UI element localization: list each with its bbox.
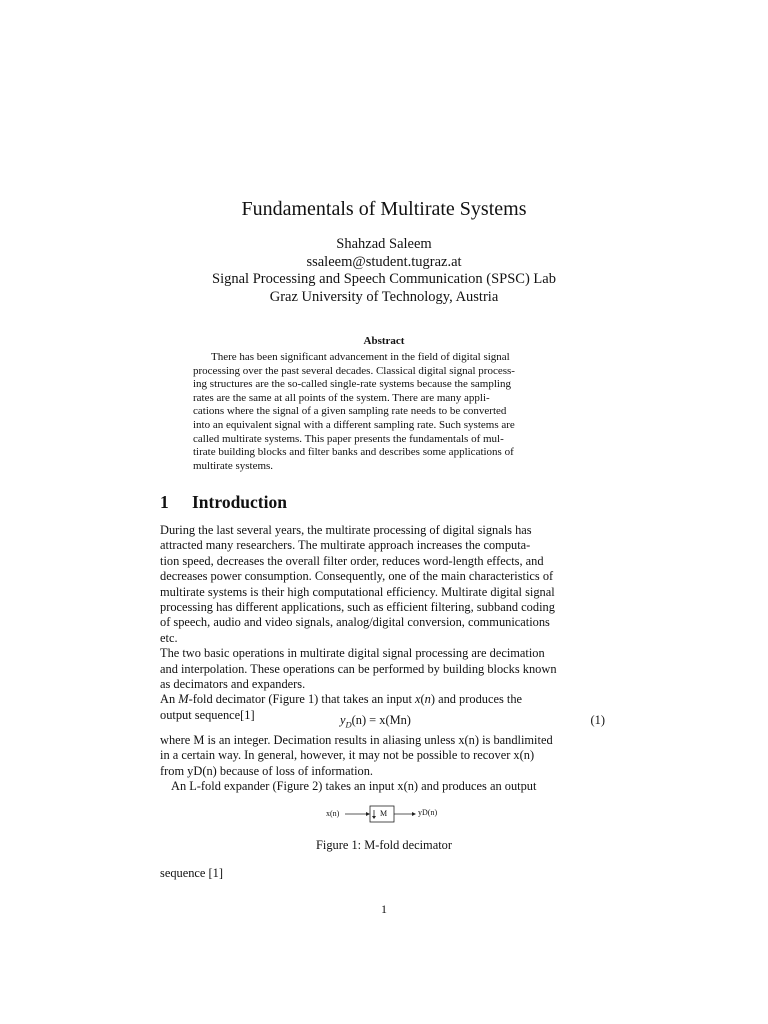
section-title: Introduction [192,492,287,512]
text-line: from yD(n) because of loss of information. [160,763,373,778]
abstract-line: processing over the past several decades. Classical digital signal process- [193,364,515,377]
figure-output-label: yD(n) [418,808,438,817]
continuation-text: sequence [1] [160,866,223,880]
equation-1 [160,713,605,729]
text-line: The two basic operations in multirate digital signal processing are decimation [160,646,545,661]
text-line: of speech, audio and video signals, analog/digital conversion, communications [160,615,550,630]
text-line: An L-fold expander (Figure 2) takes an input x(n) and produces an output [171,779,537,794]
figure-caption: Figure 1: M-fold decimator [316,838,452,852]
figure-block-label: M [380,809,388,818]
abstract-line: tirate building blocks and filter banks and describes some applications of [193,446,514,459]
section-number: 1 [160,492,169,512]
abstract-body [193,351,573,473]
text-line: multirate systems is their high computational efficiency. Multirate digital signal [160,584,555,599]
decimation-paragraph [160,733,605,795]
abstract-line: ing structures are the so-called single-rate systems because the sampling [193,378,511,391]
down-arrowhead [372,816,376,819]
text-line: as decimators and expanders. [160,677,306,692]
equation-expression: $y_D(n) = x(Mn)$ [340,713,411,730]
section-heading [160,492,287,513]
text-line: and interpolation. These operations can be performed by building blocks known [160,661,557,676]
text-line: decreases power consumption. Consequently, one of the main characteristics of [160,569,554,584]
abstract-line: There has been significant advancement in the field of digital signal [211,351,510,363]
output-arrowhead [412,812,416,816]
text-line: in a certain way. In general, however, it may not be possible to recover x(n) [160,748,535,763]
author-email: ssaleem@student.tugraz.at [306,253,462,270]
page-number: 1 [381,902,387,916]
text-line: tion speed, decreases the overall filter order, reduces word-length effects, and [160,553,544,568]
author-affiliation: Signal Processing and Speech Communication (SPSC) Lab [212,271,556,287]
text-line: output sequence[1] [160,707,255,722]
abstract-line: cations where the signal of a given sampling rate needs to be converted [193,405,507,418]
text-line: During the last several years, the multirate processing of digital signals has [160,523,532,537]
input-arrowhead [366,812,370,816]
abstract-line: multirate systems. [193,459,274,472]
text-line: processing has different applications, such as efficient filtering, subband coding [160,600,555,615]
text-line: An M-fold decimator (Figure 1) that takes an input x(n) and produces the [160,692,523,707]
author-block [0,236,768,306]
abstract-line: rates are the same at all points of the system. There are many appli- [193,391,490,404]
abstract-heading: Abstract [363,335,405,347]
figure-input-label: x(n) [326,809,340,818]
text-line: attracted many researchers. The multirate approach increases the computa- [160,538,531,553]
author-name: Shahzad Saleem [336,236,432,252]
equation-number: (1) [590,713,605,727]
abstract-line: into an equivalent signal with a different sampling rate. Such systems are [193,418,515,431]
paper-title: Fundamentals of Multirate Systems [241,198,527,220]
intro-paragraph [160,523,605,723]
figure-1-decimator-diagram [326,804,446,824]
abstract-line: called multirate systems. This paper presents the fundamentals of mul- [193,432,504,445]
text-line: etc. [160,630,178,645]
author-institution: Graz University of Technology, Austria [269,288,499,305]
text-line: where M is an integer. Decimation results in aliasing unless x(n) is bandlimited [160,733,553,747]
